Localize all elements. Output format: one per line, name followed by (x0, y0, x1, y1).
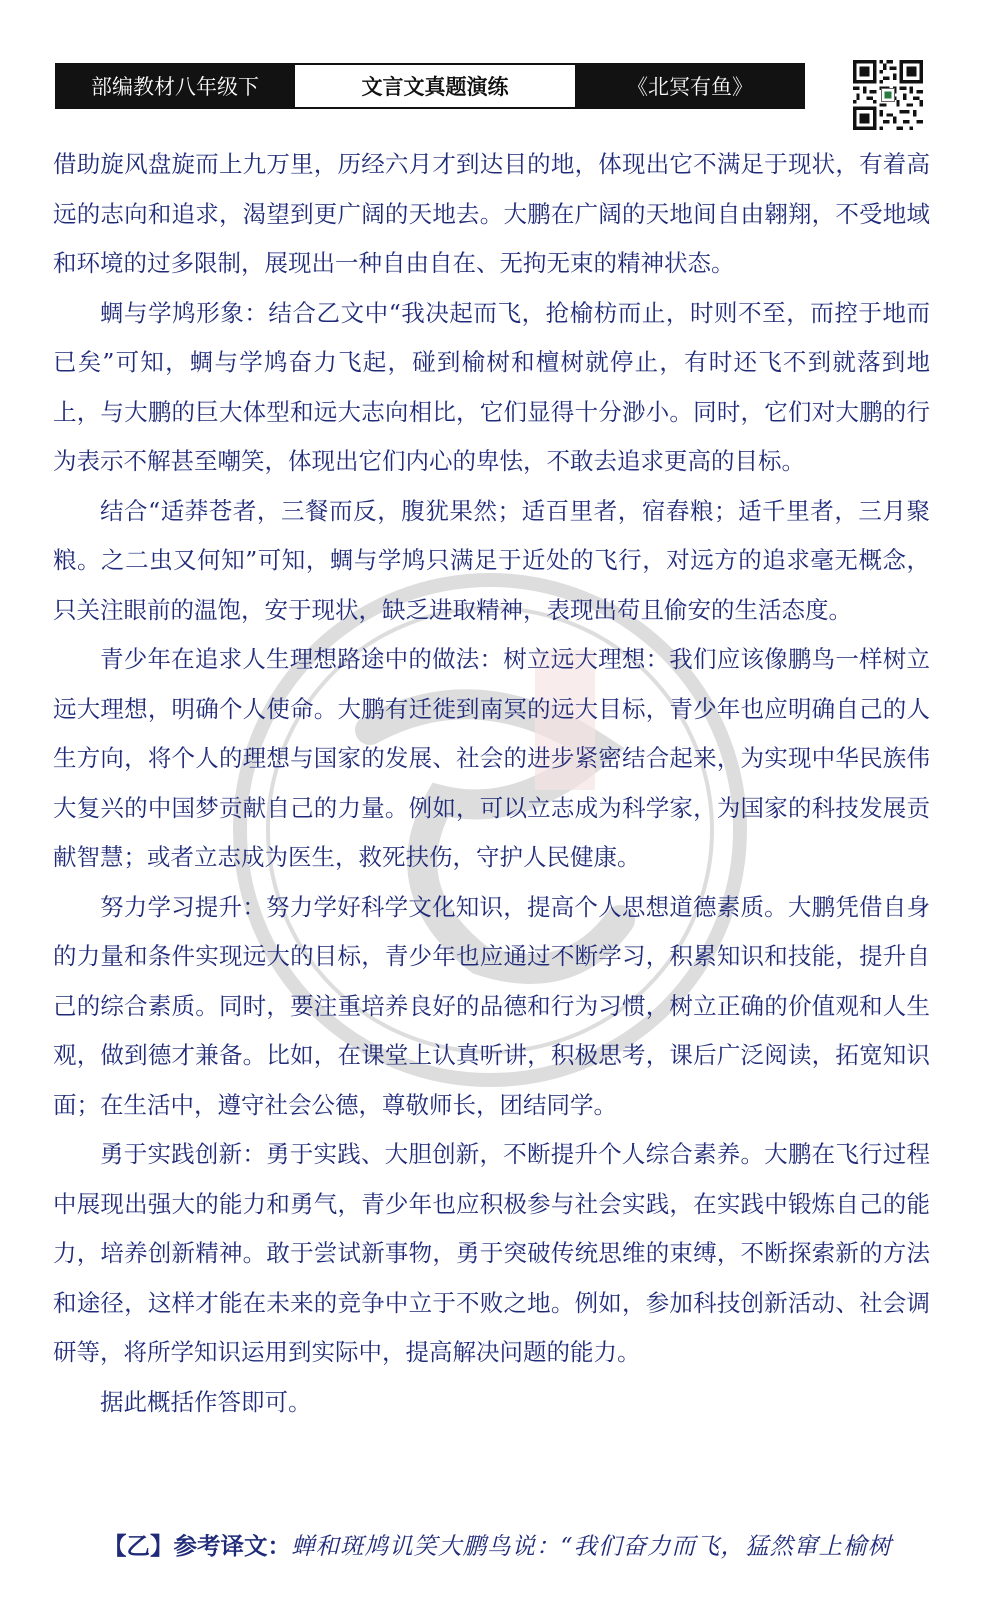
paragraph-7: 据此概括作答即可。 (100, 1387, 312, 1416)
answer-content (53, 140, 930, 1427)
lesson-title: 《北冥有鱼》 (577, 65, 803, 107)
reference-translation (103, 1522, 933, 1571)
paragraph-4: 青少年在追求人生理想路途中的做法：树立远大理想：我们应该像鹏鸟一样树立远大理想，明确个人使命。大鹏有迁徙到南冥的远大目标，青少年也应明确自己的人生方向，将个人的理想与国家的发展、社会的进步紧密结合起来，为实现中华民族伟大复兴的中国梦贡献自己的力量。例如，可以立志成为科学家，为国家的科技发展贡献智慧；或者立志成为医生，救死扶伤，守护人民健康。 (53, 645, 930, 871)
translation-label: 【乙】参考译文： (103, 1532, 291, 1560)
qr-code-icon (853, 60, 923, 130)
grade-label: 部编教材八年级下 (57, 65, 293, 107)
paragraph-5: 努力学习提升：努力学好科学文化知识，提高个人思想道德素质。大鹏凭借自身的力量和条件实现远大的目标，青少年也应通过不断学习，积累知识和技能，提升自己的综合素质。同时，要注重培养良好的品德和行为习惯，树立正确的价值观和人生观，做到德才兼备。比如，在课堂上认真听讲，积极思考，课后广泛阅读，拓宽知识面；在生活中，遵守社会公德，尊敬师长，团结同学。 (53, 892, 930, 1119)
paragraph-2: 蜩与学鸠形象：结合乙文中“我决起而飞，抢榆枋而止，时则不至，而控于地而已矣”可知，蜩与学鸠奋力飞起，碰到榆树和檀树就停止，有时还飞不到就落到地上，与大鹏的巨大体型和远大志向相比，它们显得十分渺小。同时，它们对大鹏的行为表示不解甚至嘲笑，体现出它们内心的卑怯，不敢去追求更高的目标。 (53, 298, 930, 475)
paragraph-6: 勇于实践创新：勇于实践、大胆创新，不断提升个人综合素养。大鹏在飞行过程中展现出强大的能力和勇气，青少年也应积极参与社会实践，在实践中锻炼自己的能力，培养创新精神。敢于尝试新事物，勇于突破传统思维的束缚，不断探索新的方法和途径，这样才能在未来的竞争中立于不败之地。例如，参加科技创新活动、社会调研等，将所学知识运用到实际中，提高解决问题的能力。 (53, 1140, 930, 1366)
paragraph-3: 结合“适莽苍者，三餐而反，腹犹果然；适百里者，宿舂粮；适千里者，三月聚粮。之二虫又何知”可知，蜩与学鸠只满足于近处的飞行，对远方的追求毫无概念，只关注眼前的温饱，安于现状，缺乏进取精神，表现出苟且偷安的生活态度。 (53, 496, 930, 624)
translation-text: 蝉和斑鸠讥笑大鹏鸟说：“我们奋力而飞，猛然窜上榆树 (291, 1532, 893, 1560)
paragraph-1: 借助旋风盘旋而上九万里，历经六月才到达目的地，体现出它不满足于现状，有着高远的志向和追求，渴望到更广阔的天地去。大鹏在广阔的天地间自由翱翔，不受地域和环境的过多限制，展现出一种自由自在、无拘无束的精神状态。 (53, 150, 930, 277)
header-bar (55, 63, 805, 109)
section-label: 文言文真题演练 (293, 65, 577, 107)
